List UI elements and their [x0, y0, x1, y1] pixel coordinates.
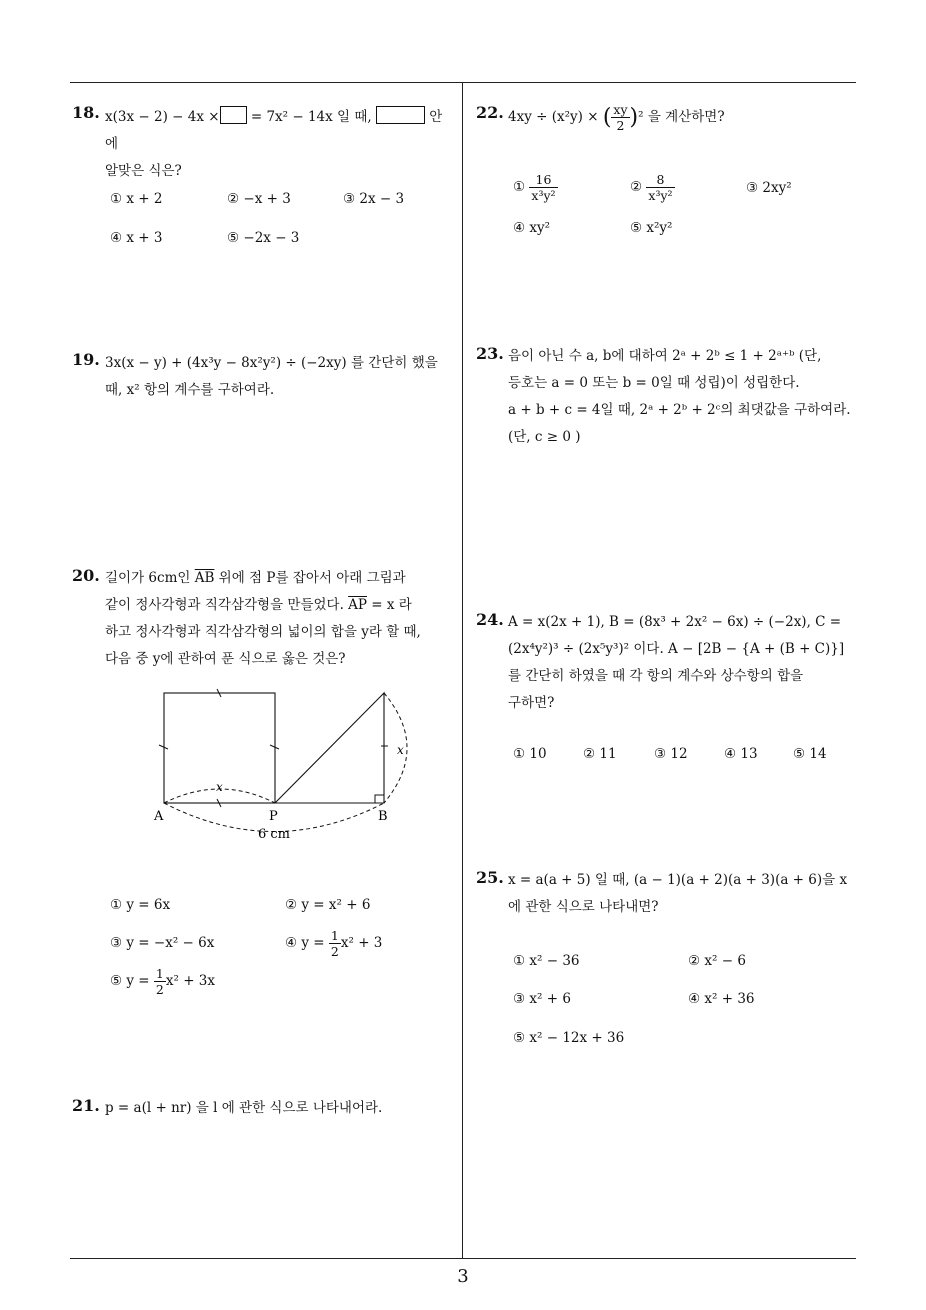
question-line: 길이가 6cm인	[105, 570, 195, 586]
option-1[interactable]: ① y = 6x	[110, 897, 171, 913]
question-line: 다음 중 y에 관하여 푼 식으로 옳은 것은?	[105, 651, 346, 667]
question-text	[105, 350, 460, 404]
paren-open: (	[602, 105, 612, 130]
numerator: 1	[330, 928, 339, 943]
answer-box-wide	[376, 106, 425, 124]
option-text: ④ y =	[285, 935, 329, 951]
option-4[interactable]	[285, 928, 382, 959]
option-3[interactable]: ③ 12	[654, 746, 688, 762]
question-number: 24.	[476, 610, 504, 629]
option-2[interactable]	[630, 172, 675, 203]
option-4[interactable]: ④ xy²	[513, 220, 551, 236]
option-1[interactable]: ① 10	[513, 746, 547, 762]
label-a: A	[154, 809, 164, 824]
question-line: (2x⁴y²)³ ÷ (2x⁵y³)² 이다. A − [2B − {A + (B + C)}]	[508, 641, 845, 657]
question-line: (단, c ≥ 0 )	[508, 429, 581, 445]
right-angle-mark	[375, 795, 384, 803]
expr-left: x(3x − 2) − 4x ×	[105, 109, 220, 125]
question-text	[508, 343, 860, 451]
bottom-rule	[70, 1258, 856, 1259]
numerator: xy	[613, 102, 628, 117]
option-1[interactable]	[513, 172, 558, 203]
expr-mid: = 7x² − 14x 일 때,	[246, 109, 376, 125]
question-text	[105, 1095, 460, 1122]
denominator: x³y²	[648, 188, 673, 203]
denominator: 2	[616, 118, 625, 133]
option-5[interactable]: ⑤ 14	[793, 746, 827, 762]
option-2[interactable]: ② −x + 3	[227, 191, 291, 207]
question-number: 19.	[72, 350, 100, 369]
top-rule	[70, 82, 856, 83]
option-2[interactable]: ② y = x² + 6	[285, 897, 371, 913]
question-line: 등호는 a = 0 또는 b = 0일 때 성립)이 성립한다.	[508, 375, 800, 391]
question-line: 를 간단히 하였을 때 각 항의 계수와 상수항의 합을	[508, 668, 804, 684]
question-number: 21.	[72, 1096, 100, 1115]
option-4[interactable]: ④ x + 3	[110, 230, 163, 246]
question-line: 하고 정사각형과 직각삼각형의 넓이의 합을 y라 할 때,	[105, 624, 421, 640]
fraction	[646, 172, 674, 203]
segment-ab: $\overline{AB}$	[194, 570, 215, 586]
question-number: 18.	[72, 103, 100, 122]
question-line: 음이 아닌 수 a, b에 대하여 2ᵃ + 2ᵇ ≤ 1 + 2ᵃ⁺ᵇ (단,	[508, 348, 822, 364]
denominator: 2	[330, 944, 339, 959]
option-text: ⑤ y =	[110, 973, 154, 989]
numerator: 16	[529, 172, 557, 188]
label-x-ap: x	[216, 780, 223, 794]
option-text: x² + 3x	[165, 973, 215, 989]
option-text: ②	[630, 179, 647, 195]
question-number: 20.	[72, 566, 100, 585]
option-5[interactable]: ⑤ x²y²	[630, 220, 673, 236]
option-1[interactable]: ① x² − 36	[513, 953, 580, 969]
question-line: 구하면?	[508, 695, 555, 711]
option-3[interactable]: ③ 2xy²	[746, 180, 792, 196]
question-line: 때, x² 항의 계수를 구하여라.	[105, 382, 275, 398]
question-text	[105, 565, 460, 673]
expr-end: ² 을 계산하면?	[638, 109, 725, 125]
segment-ap: $\overline{AP}$	[348, 597, 367, 613]
question-line: p = a(l + nr) 을 l 에 관한 식으로 나타내어라.	[105, 1100, 383, 1116]
option-text: ①	[513, 179, 530, 195]
option-2[interactable]: ② 11	[583, 746, 617, 762]
option-3[interactable]: ③ x² + 6	[513, 991, 571, 1007]
label-b: B	[378, 809, 388, 824]
option-5[interactable]: ⑤ −2x − 3	[227, 230, 300, 246]
label-x-height: x	[397, 743, 404, 757]
option-5[interactable]	[110, 966, 215, 997]
fraction	[329, 928, 341, 959]
option-5[interactable]: ⑤ x² − 12x + 36	[513, 1030, 625, 1046]
question-line: a + b + c = 4일 때, 2ᵃ + 2ᵇ + 2ᶜ의 최댓값을 구하여라.	[508, 402, 851, 418]
question-number: 22.	[476, 103, 504, 122]
expr-end: 안에	[105, 109, 443, 152]
paren-close: )	[629, 105, 639, 130]
option-4[interactable]: ④ 13	[724, 746, 758, 762]
page-number: 3	[457, 1266, 469, 1287]
question-text	[105, 104, 455, 185]
fraction	[529, 172, 557, 203]
question-line: 같이 정사각형과 직각삼각형을 만들었다.	[105, 597, 349, 613]
label-p: P	[269, 809, 278, 824]
option-2[interactable]: ② x² − 6	[688, 953, 746, 969]
denominator: x³y²	[531, 188, 556, 203]
question-line: 알맞은 식은?	[105, 163, 182, 179]
fraction	[154, 966, 166, 997]
expr-left: 4xy ÷ (x²y) ×	[508, 109, 603, 125]
question-text	[508, 609, 860, 717]
question-text	[508, 102, 858, 133]
answer-box	[220, 106, 247, 124]
geometry-figure	[140, 680, 430, 850]
fraction	[611, 102, 629, 133]
denominator: 2	[155, 982, 164, 997]
question-text	[508, 867, 860, 921]
question-line: 에 관한 식으로 나타내면?	[508, 899, 659, 915]
numerator: 1	[155, 966, 164, 981]
question-line: 위에 점 P를 잡아서 아래 그림과	[214, 570, 406, 586]
option-4[interactable]: ④ x² + 36	[688, 991, 755, 1007]
question-line: = x 라	[367, 597, 412, 613]
question-line: 3x(x − y) + (4x³y − 8x²y²) ÷ (−2xy) 를 간단히 했을	[105, 355, 438, 371]
column-divider	[462, 82, 463, 1258]
option-text: x² + 3	[340, 935, 383, 951]
option-3[interactable]: ③ y = −x² − 6x	[110, 935, 215, 951]
question-line: x = a(a + 5) 일 때, (a − 1)(a + 2)(a + 3)(a + 6)을 x	[508, 872, 848, 888]
option-1[interactable]: ① x + 2	[110, 191, 163, 207]
right-triangle-shape	[275, 693, 384, 803]
numerator: 8	[646, 172, 674, 188]
question-number: 23.	[476, 344, 504, 363]
option-3[interactable]: ③ 2x − 3	[343, 191, 405, 207]
question-number: 25.	[476, 868, 504, 887]
question-line: A = x(2x + 1), B = (8x³ + 2x² − 6x) ÷ (−2x), C =	[508, 614, 842, 630]
label-length: 6 cm	[258, 827, 291, 842]
